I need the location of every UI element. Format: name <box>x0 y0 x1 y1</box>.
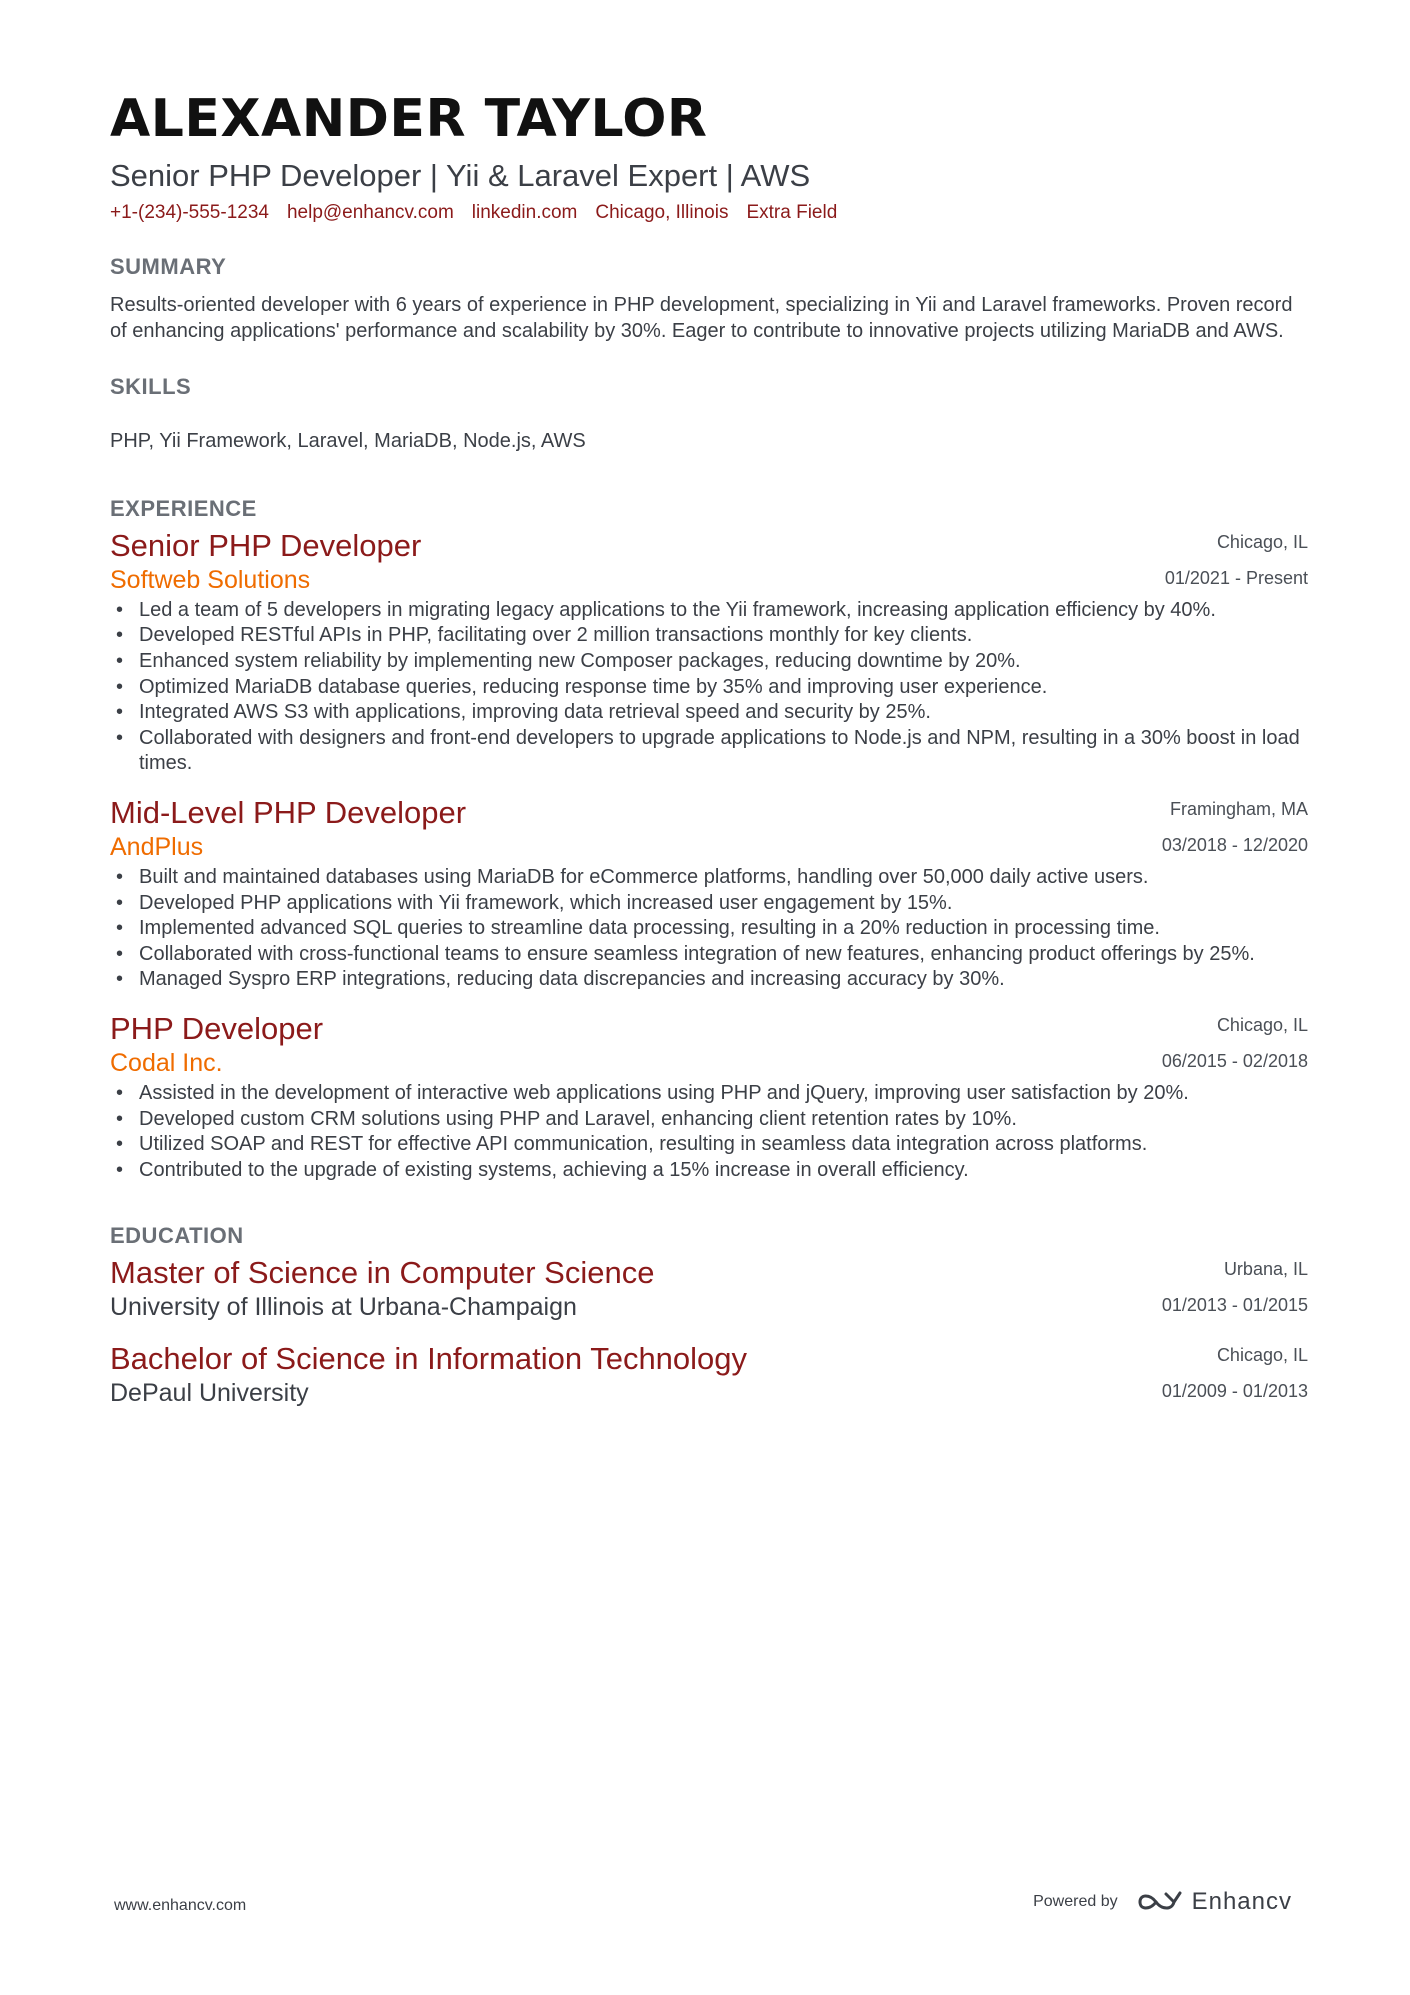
bullet-item: • Assisted in the development of interactive web applications using PHP and jQuery, improving user satisfaction by 20%. <box>110 1081 1308 1107</box>
contact-extra-field: Extra Field <box>746 201 838 223</box>
education-location: Urbana, IL <box>1223 1259 1308 1280</box>
experience-section <box>110 496 1308 1184</box>
school-name: University of Illinois at Urbana-Champaign <box>110 1293 577 1322</box>
job-title: Senior PHP Developer <box>110 527 422 563</box>
candidate-headline: Senior PHP Developer | Yii & Laravel Expert | AWS <box>110 157 811 193</box>
powered-by-label: Powered by <box>1033 1893 1118 1910</box>
summary-section <box>110 254 1308 344</box>
bullet-item: • Managed Syspro ERP integrations, reducing data discrepancies and increasing accuracy by 30%. <box>110 967 1308 993</box>
job-bullets <box>110 865 1308 993</box>
footer-website[interactable]: www.enhancv.com <box>114 1897 247 1914</box>
job-dates: 06/2015 - 02/2018 <box>1161 1050 1308 1071</box>
bullet-item: • Contributed to the upgrade of existing systems, achieving a 15% increase in overall efficiency. <box>110 1158 1308 1184</box>
education-section <box>110 1223 1308 1409</box>
education-entry <box>110 1255 1308 1323</box>
skills-heading: SKILLS <box>110 373 192 399</box>
education-location: Chicago, IL <box>1216 1345 1308 1366</box>
bullet-item: • Developed PHP applications with Yii framework, which increased user engagement by 15%. <box>110 891 1308 917</box>
experience-entry <box>110 1011 1308 1183</box>
resume-page <box>110 89 1308 1409</box>
experience-entry <box>110 528 1308 777</box>
experience-entry <box>110 795 1308 993</box>
contact-phone: +1-(234)-555-1234 <box>110 201 269 223</box>
job-location: Chicago, IL <box>1216 1014 1308 1035</box>
bullet-item: • Enhanced system reliability by implementing new Composer packages, reducing downtime by 20%. <box>110 649 1308 675</box>
footer-branding <box>1033 1888 1292 1916</box>
resume-header <box>110 89 1308 224</box>
job-title: Mid-Level PHP Developer <box>110 794 467 830</box>
job-title: PHP Developer <box>110 1010 324 1046</box>
education-heading: EDUCATION <box>110 1223 244 1249</box>
bullet-item: • Collaborated with cross-functional teams to ensure seamless integration of new features, enhancing product offerings by 25%. <box>110 942 1308 968</box>
summary-heading: SUMMARY <box>110 253 227 279</box>
bullet-item: • Collaborated with designers and front-end developers to upgrade applications to Node.js and NPM, resulting in a 30% boost in load times. <box>110 726 1308 777</box>
education-dates: 01/2013 - 01/2015 <box>1161 1295 1308 1316</box>
contact-list <box>110 202 1308 224</box>
skills-section <box>110 374 1308 454</box>
contact-location: Chicago, Illinois <box>595 201 729 223</box>
bullet-item: • Built and maintained databases using MariaDB for eCommerce platforms, handling over 50,000 daily active users. <box>110 865 1308 891</box>
education-dates: 01/2009 - 01/2013 <box>1161 1381 1308 1402</box>
job-dates: 01/2021 - Present <box>1164 567 1308 588</box>
bullet-item: • Developed RESTful APIs in PHP, facilitating over 2 million transactions monthly for key clients. <box>110 623 1308 649</box>
experience-heading: EXPERIENCE <box>110 495 257 521</box>
company-name: Codal Inc. <box>110 1048 223 1077</box>
enhancv-brand-name: Enhancv <box>1191 1888 1292 1915</box>
bullet-item: • Led a team of 5 developers in migrating legacy applications to the Yii framework, increasing application efficiency by 40%. <box>110 598 1308 624</box>
bullet-item: • Implemented advanced SQL queries to streamline data processing, resulting in a 20% reduction in processing time. <box>110 916 1308 942</box>
enhancv-logo-icon <box>1136 1889 1184 1915</box>
bullet-item: • Integrated AWS S3 with applications, improving data retrieval speed and security by 25%. <box>110 700 1308 726</box>
school-name: DePaul University <box>110 1379 309 1408</box>
company-name: Softweb Solutions <box>110 565 311 594</box>
enhancv-logo[interactable] <box>1136 1888 1292 1916</box>
summary-text: Results-oriented developer with 6 years of experience in PHP development, specializing in Yii and Laravel frameworks. Proven record of enhancing applications' performance and scalability by 30%. Eager to contribute to innovative projects utilizing MariaDB and AWS. <box>110 293 1293 342</box>
bullet-item: • Developed custom CRM solutions using PHP and Laravel, enhancing client retention rates by 10%. <box>110 1107 1308 1133</box>
degree-title: Bachelor of Science in Information Technology <box>110 1341 748 1377</box>
contact-email: help@enhancv.com <box>286 201 454 223</box>
bullet-item: • Utilized SOAP and REST for effective API communication, resulting in seamless data integration across platforms. <box>110 1132 1308 1158</box>
bullet-item: • Optimized MariaDB database queries, reducing response time by 35% and improving user experience. <box>110 675 1308 701</box>
skills-text: PHP, Yii Framework, Laravel, MariaDB, Node.js, AWS <box>110 429 586 452</box>
job-location: Framingham, MA <box>1169 798 1308 819</box>
candidate-name: ALEXANDER TAYLOR <box>110 89 708 149</box>
company-name: AndPlus <box>110 832 204 861</box>
contact-linkedin: linkedin.com <box>471 201 578 223</box>
job-location: Chicago, IL <box>1216 531 1308 552</box>
education-entry <box>110 1341 1308 1409</box>
job-dates: 03/2018 - 12/2020 <box>1161 834 1308 855</box>
job-bullets <box>110 1081 1308 1183</box>
degree-title: Master of Science in Computer Science <box>110 1255 655 1291</box>
job-bullets <box>110 598 1308 777</box>
